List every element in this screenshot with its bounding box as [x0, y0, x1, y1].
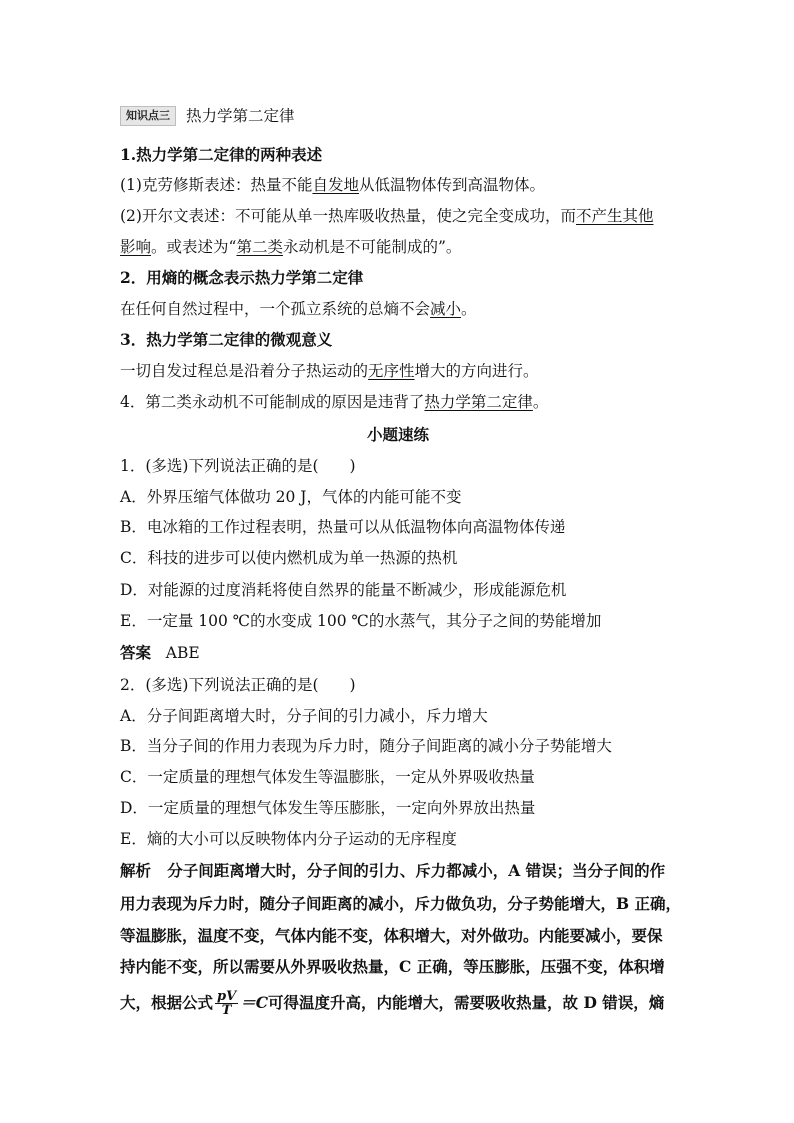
section-heading: [120, 106, 676, 126]
q1-stem: 1．(多选)下列说法正确的是( ): [120, 457, 356, 475]
q1-option-a: A．外界压缩气体做功 20 J，气体的内能可能不变: [120, 488, 462, 506]
underlined-term: 不产生其他: [575, 207, 654, 225]
formula-fraction: $\frac{pV}{T}$: [217, 988, 237, 1018]
kelvin-statement-line1: (2)开尔文表述：不可能从单一热库吸收热量，使之完全变成功，而不产生其他: [120, 207, 654, 225]
analysis-line3: 等温膨胀，温度不变，气体内能不变，体积增大，对外做功。内能要减小，要保: [120, 926, 663, 945]
underlined-term: 自发地: [312, 176, 359, 194]
section-tag: 知识点三: [120, 106, 176, 126]
p3-text: 一切自发过程总是沿着分子热运动的无序性增大的方向进行。: [120, 362, 539, 380]
analysis-line5: 大，根据公式 $\frac{pV}{T}$ ＝C 可得温度升高，内能增大，需要吸收热量，故 D 错误，熵: [120, 988, 665, 1018]
underlined-term: 热力学第二定律: [424, 393, 533, 411]
kelvin-statement-line2: 影响。或表述为“第二类永动机是不可能制成的”。: [120, 238, 462, 256]
q2-option-e: E．熵的大小可以反映物体内分子运动的无序程度: [120, 830, 457, 848]
p1-heading: 1.热力学第二定律的两种表述: [120, 145, 323, 164]
q2-option-d: D．一定质量的理想气体发生等压膨胀，一定向外界放出热量: [120, 799, 536, 817]
q1-option-d: D．对能源的过度消耗将使自然界的能量不断减少，形成能源危机: [120, 581, 567, 599]
underlined-term: 减小: [430, 300, 462, 318]
q1-option-e: E．一定量 100 ℃的水变成 100 ℃的水蒸气，其分子之间的势能增加: [120, 612, 602, 630]
q2-option-c: C．一定质量的理想气体发生等温膨胀，一定从外界吸收热量: [120, 768, 535, 786]
p2-heading: 2．用熵的概念表示热力学第二定律: [120, 268, 364, 287]
q2-stem: 2．(多选)下列说法正确的是( ): [120, 676, 356, 694]
underlined-term: 影响: [120, 238, 152, 256]
q2-option-b: B．当分子间的作用力表现为斥力时，随分子间距离的减小分子势能增大: [120, 737, 612, 755]
answer-value: ABE: [165, 644, 200, 662]
p2-text: 在任何自然过程中，一个孤立系统的总熵不会减小。: [120, 300, 477, 318]
analysis-line1: 解析 分子间距离增大时，分子间的引力、斥力都减小，A 错误；当分子间的作: [120, 861, 666, 880]
underlined-term: 无序性: [368, 362, 415, 380]
clausius-statement: (1)克劳修斯表述：热量不能自发地从低温物体传到高温物体。: [120, 176, 545, 194]
p3-heading: 3．热力学第二定律的微观意义: [120, 330, 333, 349]
underlined-term: 第二类: [236, 238, 283, 256]
practice-title: 小题速练: [366, 425, 429, 444]
q1-option-b: B．电冰箱的工作过程表明，热量可以从低温物体向高温物体传递: [120, 518, 566, 536]
q2-option-a: A．分子间距离增大时，分子间的引力减小，斥力增大: [120, 707, 488, 725]
section-title: 热力学第二定律: [186, 107, 295, 125]
p4-text: 4．第二类永动机不可能制成的原因是违背了热力学第二定律。: [120, 393, 549, 411]
q1-option-c: C．科技的进步可以使内燃机成为单一热源的热机: [120, 549, 458, 567]
analysis-label: 解析: [120, 861, 152, 880]
q1-answer: [120, 643, 676, 663]
analysis-line2: 用力表现为斥力时，随分子间距离的减小，斥力做负功，分子势能增大，B 正确，: [120, 894, 681, 913]
answer-label: 答案: [120, 643, 152, 662]
analysis-line4: 持内能不变，所以需要从外界吸收热量，C 正确，等压膨胀，压强不变，体积增: [120, 957, 665, 976]
